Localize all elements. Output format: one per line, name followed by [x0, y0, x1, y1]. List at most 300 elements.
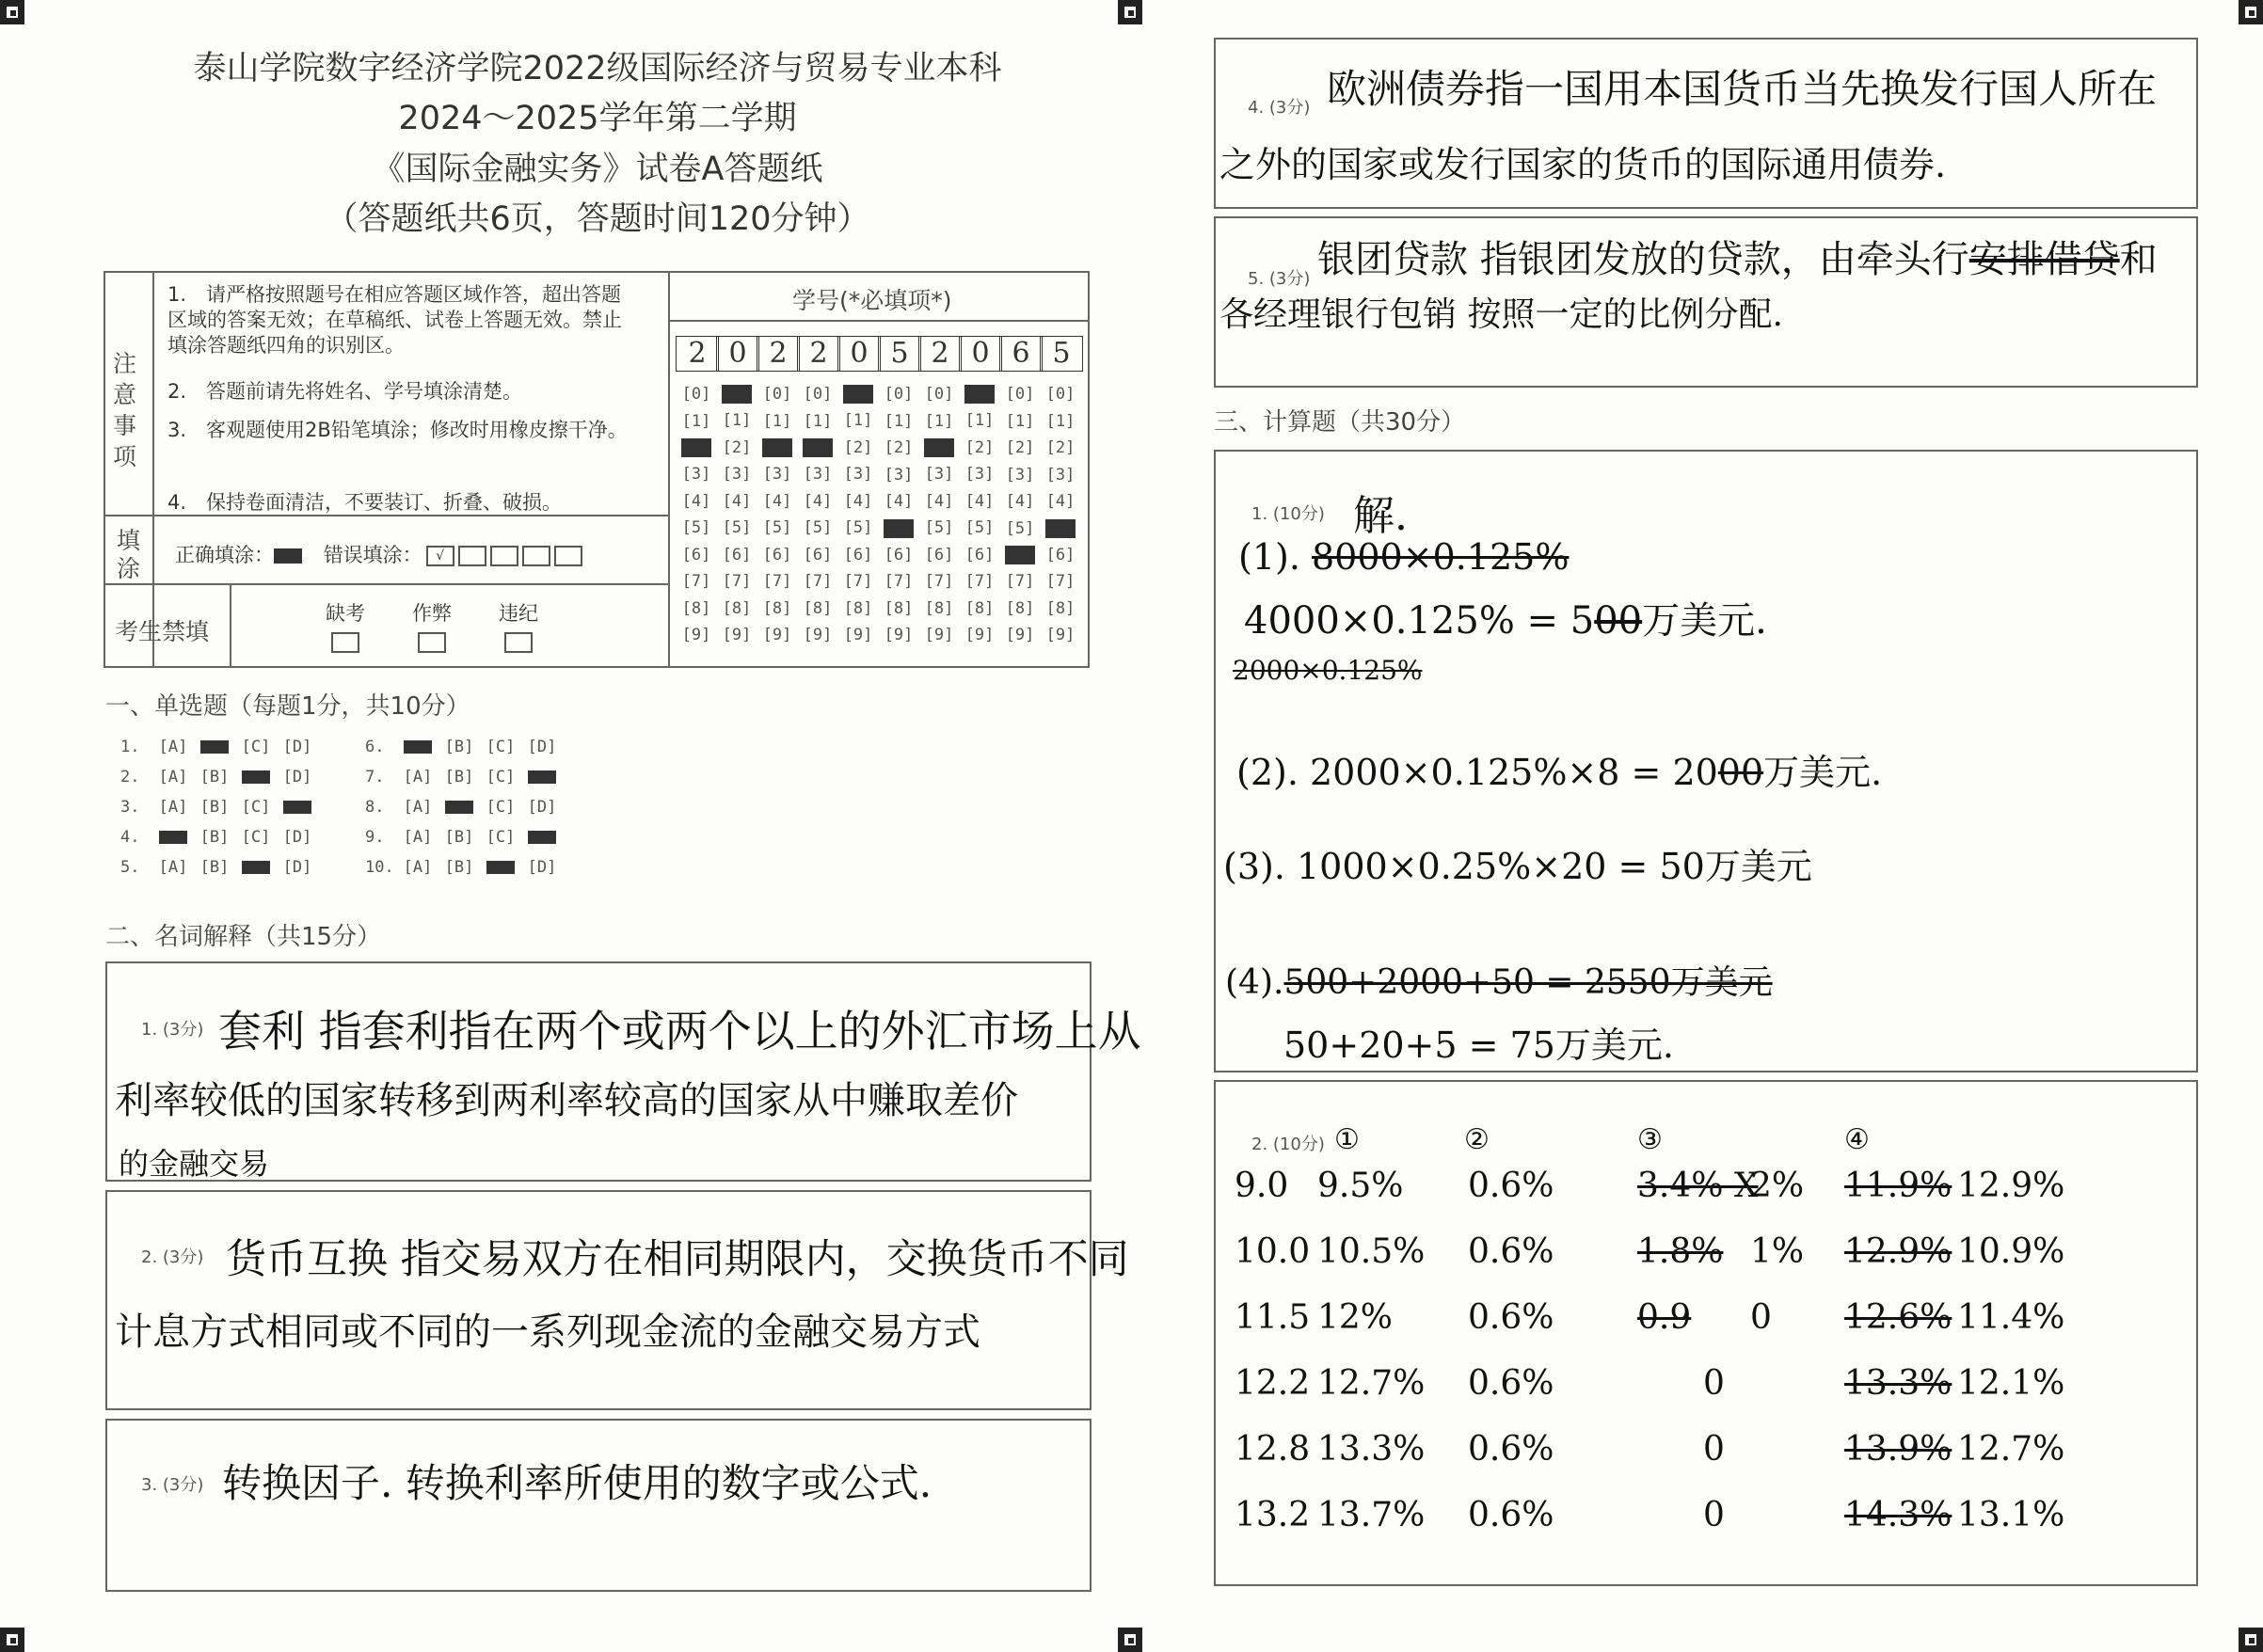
- term-4-line-1: 欧洲债券指一国用本国货币当先换发行国人所在: [1327, 66, 2158, 112]
- student-id-bubble[interactable]: [3]: [964, 465, 995, 484]
- section3-title: 三、计算题（共30分）: [1214, 408, 1466, 437]
- term-5-line-1-text: 银团贷款 指银团发放的贷款，由牵头行: [1317, 238, 1969, 281]
- student-id-bubble[interactable]: [4]: [1045, 492, 1076, 511]
- choice-option[interactable]: [B]: [199, 768, 230, 786]
- student-id-bubble[interactable]: [722, 385, 752, 404]
- choice-option-filled[interactable]: [235, 858, 277, 877]
- calc-2-cell-d-struck: 0.9: [1637, 1298, 1692, 1337]
- section1-title: 一、单选题（每题1分，共10分）: [105, 692, 470, 721]
- student-id-bubble[interactable]: [1]: [843, 411, 873, 430]
- choice-number: 5.: [120, 858, 140, 877]
- calc-2-cell-e-struck: 14.3%: [1844, 1496, 1952, 1534]
- student-id-bubble[interactable]: [1005, 546, 1035, 564]
- choice-option[interactable]: [B]: [199, 798, 230, 817]
- student-id-bubble[interactable]: [8]: [884, 598, 914, 618]
- student-id-bubble[interactable]: [924, 438, 954, 457]
- corner-mark-top-right: [2239, 0, 2263, 24]
- student-id-bubble[interactable]: [6]: [924, 545, 954, 564]
- corner-mark-top-center: [1118, 0, 1142, 24]
- choice-option[interactable]: [C]: [241, 798, 271, 817]
- student-id-bubble[interactable]: [4]: [843, 491, 873, 511]
- notice-side-label: 注意事项: [113, 350, 137, 470]
- student-id-digit[interactable]: 2: [918, 336, 962, 372]
- student-id-bubble[interactable]: [1]: [924, 411, 954, 431]
- calc-2-cell-a: 12.8: [1235, 1430, 1311, 1469]
- corner-mark-bottom-right: [2239, 1628, 2263, 1652]
- calc-2-cell-b: 12.7%: [1317, 1364, 1426, 1403]
- calc-1-line-3-struck: 2000×0.125%: [1233, 655, 1423, 686]
- choice-option[interactable]: [C]: [486, 768, 516, 786]
- fill-example-row: [175, 540, 582, 568]
- calc-1-line-4-text: (2). 2000×0.125%×8 = 20: [1236, 752, 1718, 793]
- student-id-bubble[interactable]: [7]: [1045, 572, 1076, 591]
- calc-2-cell-c: 0.6%: [1468, 1430, 1554, 1469]
- divider-forbid-v: [230, 583, 231, 666]
- choice-option[interactable]: [D]: [282, 828, 312, 847]
- wrong-check-mark: √: [426, 546, 454, 566]
- student-id-bubble[interactable]: [9]: [1005, 626, 1035, 644]
- forbid-cheat[interactable]: [412, 598, 452, 653]
- student-id-bubble[interactable]: [7]: [964, 572, 995, 591]
- calc-2-cell-e-struck: 11.9%: [1844, 1167, 1952, 1205]
- exam-title-line1: 泰山学院数字经济学院2022级国际经济与贸易专业本科: [193, 50, 1002, 87]
- corner-mark-top-left: [0, 0, 24, 24]
- calc-2-cell-d: 0: [1703, 1496, 1725, 1534]
- calc-2-cell-e-struck: 13.9%: [1844, 1430, 1952, 1469]
- divider-notice-v: [152, 271, 154, 666]
- student-id-bubble[interactable]: [8]: [964, 598, 995, 618]
- student-id-bubble[interactable]: [803, 438, 833, 457]
- calc-2-cell-d-struck: 3.4% X: [1637, 1167, 1759, 1205]
- choice-row: [120, 798, 318, 817]
- student-id-bubble[interactable]: [6]: [964, 545, 995, 564]
- calc-2-cell-a: 13.2: [1235, 1496, 1311, 1534]
- student-id-bubble[interactable]: [1]: [722, 411, 752, 430]
- choice-option[interactable]: [B]: [444, 828, 474, 847]
- choice-option[interactable]: [C]: [486, 798, 516, 817]
- choice-option[interactable]: [B]: [199, 858, 230, 877]
- forbid-violation-label: 违纪: [499, 602, 538, 625]
- student-id-bubble[interactable]: [884, 519, 914, 538]
- calc-2-cell-e-struck: 12.9%: [1844, 1232, 1952, 1271]
- student-id-bubble[interactable]: [3]: [803, 465, 833, 484]
- calc-1-line-6-prefix: (4).: [1225, 963, 1284, 1002]
- student-id-bubble[interactable]: [2]: [884, 438, 914, 457]
- student-id-bubble[interactable]: [1]: [1045, 411, 1076, 431]
- student-id-digit[interactable]: 5: [878, 336, 921, 372]
- choice-number: 3.: [120, 798, 140, 817]
- student-id-bubble[interactable]: [0]: [924, 385, 954, 404]
- student-id-bubble[interactable]: [5]: [762, 518, 792, 537]
- term-1-line-3: 的金融交易: [119, 1146, 270, 1182]
- student-id-bubble[interactable]: [2]: [1045, 438, 1076, 457]
- student-id-bubble[interactable]: [1]: [964, 411, 995, 430]
- notice-item-2: 2. 答题前请先将姓名、学号填涂清楚。: [167, 380, 523, 403]
- forbid-cheat-label: 作弊: [412, 602, 452, 625]
- student-id-bubble[interactable]: [0]: [1045, 385, 1076, 404]
- calc-2-cell-d: 0: [1750, 1298, 1772, 1337]
- student-id-bubble[interactable]: [6]: [884, 545, 914, 564]
- student-id-digit[interactable]: 0: [959, 336, 1002, 372]
- student-id-bubble[interactable]: [4]: [1005, 492, 1035, 511]
- student-id-bubble[interactable]: [3]: [884, 465, 914, 484]
- calc-2-cell-e: 12.1%: [1957, 1364, 2065, 1403]
- student-id-digit[interactable]: 0: [716, 336, 759, 372]
- calc-2-cell-c: 0.6%: [1468, 1364, 1554, 1403]
- calc-2-cell-a: 10.0: [1235, 1232, 1311, 1271]
- forbid-absent[interactable]: [326, 598, 365, 653]
- choice-option[interactable]: [A]: [158, 738, 188, 756]
- student-id-bubble[interactable]: [9]: [1045, 626, 1076, 644]
- calc-2-cell-a: 11.5: [1235, 1298, 1311, 1337]
- choice-option[interactable]: [A]: [158, 768, 188, 786]
- calc-2-cell-c: 0.6%: [1468, 1167, 1554, 1205]
- student-id-bubble[interactable]: [5]: [1005, 518, 1035, 538]
- divider-id-h: [668, 320, 1088, 322]
- choice-row: [120, 738, 318, 756]
- fill-correct-label: 正确填涂：: [175, 544, 274, 566]
- student-id-bubble[interactable]: [2]: [843, 437, 873, 457]
- exam-title-line2: 2024～2025学年第二学期: [398, 100, 797, 137]
- student-id-bubble[interactable]: [4]: [803, 491, 833, 511]
- student-id-bubble[interactable]: [9]: [762, 626, 792, 644]
- forbid-absent-checkbox[interactable]: [331, 632, 359, 653]
- calc-2-cell-a: 9.0: [1235, 1167, 1289, 1205]
- choice-row: [365, 858, 563, 877]
- choice-row: [365, 738, 563, 756]
- term-5-struck-text: 安排借贷: [1968, 238, 2120, 281]
- calc-1-line-6-struck: 500+2000+50 = 2550万美元: [1283, 963, 1773, 1002]
- answer-box-term-2[interactable]: [105, 1190, 1092, 1410]
- calc-2-cell-b: 10.5%: [1317, 1232, 1426, 1271]
- calc-2-cell-c: 0.6%: [1468, 1496, 1554, 1534]
- calc-1-line-2-end: 万美元.: [1642, 599, 1767, 643]
- student-id-bubble[interactable]: [7]: [1005, 572, 1035, 591]
- student-id-digit[interactable]: 2: [676, 336, 719, 372]
- student-id-bubble[interactable]: [4]: [762, 491, 792, 511]
- calc-2-cell-e-struck: 13.3%: [1844, 1364, 1952, 1403]
- student-id-bubble[interactable]: [9]: [843, 626, 873, 644]
- calc-2-cell-e: 10.9%: [1957, 1232, 2065, 1271]
- choice-row: [120, 858, 318, 877]
- forbid-violation-checkbox[interactable]: [504, 632, 533, 653]
- corner-mark-bottom-left: [0, 1628, 24, 1652]
- choice-option-filled[interactable]: [521, 768, 563, 786]
- forbid-absent-label: 缺考: [326, 602, 365, 625]
- student-id-bubble[interactable]: [1]: [884, 411, 914, 431]
- exam-title-line3: 《国际金融实务》试卷A答题纸: [372, 151, 823, 188]
- student-id-bubble[interactable]: [8]: [1005, 598, 1035, 618]
- exam-title-line4: （答题纸共6页，答题时间120分钟）: [325, 200, 870, 238]
- choice-option-filled[interactable]: [277, 798, 318, 817]
- student-id-bubble[interactable]: [3]: [722, 465, 752, 484]
- calc-1-line-4-end: 万美元.: [1763, 752, 1883, 793]
- calc-1-line-6: [1225, 956, 1773, 1004]
- choice-option[interactable]: [B]: [444, 768, 474, 786]
- choice-number: 8.: [365, 798, 385, 817]
- term-4-line-2: 之外的国家或发行国家的货币的国际通用债券.: [1219, 144, 1947, 185]
- student-id-bubble[interactable]: [4]: [924, 491, 954, 511]
- choice-option[interactable]: [D]: [282, 858, 312, 877]
- student-id-bubble[interactable]: [5]: [803, 518, 833, 537]
- calc-2-cell-e: 13.1%: [1957, 1496, 2065, 1534]
- student-id-bubble[interactable]: [7]: [843, 572, 873, 591]
- section2-title: 二、名词解释（共15分）: [105, 923, 382, 951]
- student-id-bubble[interactable]: [3]: [762, 465, 792, 484]
- student-id-bubble[interactable]: [9]: [722, 626, 752, 644]
- choice-option-filled[interactable]: [235, 768, 277, 786]
- choice-row: [120, 768, 318, 786]
- choice-option[interactable]: [B]: [444, 858, 474, 877]
- calc-1-head: 解.: [1353, 492, 1408, 540]
- calc-2-column-head: ④: [1844, 1123, 1870, 1156]
- student-id-bubble[interactable]: [3]: [1045, 465, 1076, 484]
- term-5-label: 5. (3分): [1248, 269, 1311, 289]
- fill-wrong-label: 错误填涂：: [323, 544, 422, 566]
- student-id-label: 学号(*必填项*): [792, 287, 952, 314]
- student-id-bubble[interactable]: [843, 385, 873, 404]
- student-id-bubble[interactable]: [3]: [843, 465, 873, 484]
- student-id-bubble[interactable]: [2]: [722, 437, 752, 457]
- student-id-bubble[interactable]: [4]: [722, 491, 752, 511]
- student-id-bubble[interactable]: [8]: [722, 598, 752, 618]
- student-id-bubble-column: [757, 381, 798, 649]
- student-id-digit[interactable]: 0: [837, 336, 881, 372]
- choice-option[interactable]: [C]: [241, 828, 271, 847]
- choice-option[interactable]: [A]: [158, 858, 188, 877]
- student-id-digit[interactable]: 5: [1040, 336, 1083, 372]
- student-id-bubble[interactable]: [5]: [681, 518, 711, 537]
- student-id-bubble[interactable]: [3]: [924, 465, 954, 484]
- student-id-digit[interactable]: 6: [999, 336, 1043, 372]
- term-5-line-2: 各经理银行包销 按照一定的比例分配.: [1219, 295, 1783, 334]
- calc-1-line-7: 50+20+5 = 75万美元.: [1283, 1025, 1674, 1066]
- student-id-bubble[interactable]: [7]: [681, 572, 711, 591]
- choice-number: 7.: [365, 768, 385, 786]
- student-id-bubble[interactable]: [6]: [803, 545, 833, 564]
- student-id-bubble[interactable]: [9]: [884, 626, 914, 644]
- choice-option-filled[interactable]: [521, 828, 563, 847]
- calc-2-column-head: ③: [1637, 1123, 1663, 1156]
- student-id-bubble[interactable]: [1]: [1005, 411, 1035, 431]
- choice-option[interactable]: [D]: [527, 798, 557, 817]
- student-id-bubble[interactable]: [9]: [803, 626, 833, 644]
- term-1-line-2: 利率较低的国家转移到两利率较高的国家从中赚取差价: [115, 1079, 1018, 1122]
- choice-option[interactable]: [D]: [282, 768, 312, 786]
- calc-1-line-2: [1244, 591, 1767, 644]
- term-3-line-1: 转换因子. 转换利率所使用的数字或公式.: [222, 1460, 932, 1506]
- choice-number: 1.: [120, 738, 140, 756]
- choice-row: [365, 768, 563, 786]
- calc-2-cell-d: 0: [1703, 1430, 1725, 1469]
- choice-option-filled[interactable]: [194, 738, 235, 756]
- term-2-line-2: 计息方式相同或不同的一系列现金流的金融交易方式: [115, 1310, 980, 1354]
- term-2-line-1: 货币互换 指交易双方在相同期限内，交换货币不同: [226, 1236, 1129, 1283]
- choice-option[interactable]: [C]: [241, 738, 271, 756]
- student-id-bubble[interactable]: [6]: [843, 545, 873, 564]
- calc-1-line-1-prefix: (1).: [1238, 536, 1300, 578]
- choice-option[interactable]: [A]: [403, 768, 433, 786]
- student-id-bubble[interactable]: [6]: [681, 545, 711, 564]
- choice-row: [365, 798, 563, 817]
- calc-1-line-2-struck: 00: [1594, 599, 1643, 643]
- student-id-bubble[interactable]: [1]: [803, 411, 833, 431]
- student-id-bubble[interactable]: [5]: [843, 518, 873, 537]
- fill-side-label: 填涂: [117, 527, 141, 582]
- student-id-bubble-column: [1040, 381, 1081, 649]
- wrong-dot-mark: [554, 546, 582, 566]
- student-id-bubble[interactable]: [964, 385, 995, 404]
- choice-option-filled[interactable]: [438, 798, 480, 817]
- student-id-bubble[interactable]: [2]: [1005, 438, 1035, 457]
- student-id-digit[interactable]: 2: [757, 336, 800, 372]
- calc-1-line-2-text: 4000×0.125% = 5: [1244, 599, 1595, 643]
- calc-1-line-1: [1238, 536, 1569, 578]
- student-id-digit[interactable]: 2: [797, 336, 840, 372]
- student-id-bubble[interactable]: [8]: [803, 598, 833, 618]
- choice-option[interactable]: [B]: [199, 828, 230, 847]
- calc-2-cell-b: 13.7%: [1317, 1496, 1426, 1534]
- student-id-bubble[interactable]: [8]: [681, 598, 711, 618]
- student-id-bubble[interactable]: [8]: [762, 598, 792, 618]
- calc-2-cell-c: 0.6%: [1468, 1232, 1554, 1271]
- student-id-bubble[interactable]: [0]: [1005, 385, 1035, 404]
- divider-id-v: [668, 271, 670, 666]
- divider-h2: [104, 583, 670, 585]
- student-id-bubble-column: [837, 381, 879, 649]
- term-2-label: 2. (3分): [141, 1247, 204, 1267]
- forbid-label: 考生禁填: [115, 618, 210, 645]
- term-3-label: 3. (3分): [141, 1475, 204, 1495]
- calc-2-column-head: ①: [1334, 1123, 1360, 1156]
- calc-2-cell-d: 2%: [1750, 1167, 1805, 1205]
- student-id-bubble[interactable]: [8]: [1045, 598, 1076, 618]
- choice-option[interactable]: [B]: [444, 738, 474, 756]
- choice-option[interactable]: [D]: [282, 738, 312, 756]
- choice-option[interactable]: [D]: [527, 858, 557, 877]
- calc-1-line-4: [1236, 743, 1882, 795]
- wrong-bar-mark: [458, 546, 486, 566]
- student-id-bubble[interactable]: [3]: [681, 465, 711, 484]
- term-1-line-1: 套利 指套利指在两个或两个以上的外汇市场上从: [218, 1006, 1141, 1056]
- calc-2-cell-e: 12.7%: [1957, 1430, 2065, 1469]
- choice-option-filled[interactable]: [152, 828, 194, 847]
- student-id-bubble[interactable]: [4]: [884, 492, 914, 511]
- calc-2-cell-d-struck: 1.8%: [1637, 1232, 1724, 1271]
- student-id-bubble[interactable]: [7]: [884, 572, 914, 591]
- student-id-bubble-column: [999, 381, 1041, 649]
- term-5-line-1: [1317, 230, 2158, 283]
- student-id-bubble[interactable]: [6]: [762, 545, 792, 564]
- calc-2-cell-b: 9.5%: [1317, 1167, 1404, 1205]
- choice-option[interactable]: [A]: [403, 858, 433, 877]
- calc-2-cell-b: 12%: [1317, 1298, 1394, 1337]
- student-id-bubble[interactable]: [0]: [803, 385, 833, 404]
- choice-number: 2.: [120, 768, 140, 786]
- notice-item-4: 4. 保持卷面清洁，不要装订、折叠、破损。: [167, 491, 563, 514]
- choice-option-filled[interactable]: [397, 738, 438, 756]
- student-id-bubble[interactable]: [5]: [964, 518, 995, 537]
- student-id-bubble-column: [878, 381, 919, 649]
- term-5-line-1-end: 和: [2119, 238, 2158, 281]
- calc-1-line-5: (3). 1000×0.25%×20 = 50万美元: [1223, 846, 1812, 887]
- student-id-bubble[interactable]: [0]: [884, 385, 914, 404]
- student-id-bubble[interactable]: [762, 438, 792, 457]
- student-id-bubble[interactable]: [1]: [681, 411, 711, 431]
- notice-item-1: 1. 请严格按照题号在相应答题区域作答，超出答题区域的答案无效；在草稿纸、试卷上答题无效。禁止填涂答题纸四角的识别区。: [167, 283, 622, 357]
- choice-option-filled[interactable]: [480, 858, 521, 877]
- student-id-bubble[interactable]: [2]: [964, 437, 995, 457]
- wrong-circle-mark: [522, 546, 550, 566]
- fill-correct-mark: [274, 548, 302, 564]
- student-id-bubble[interactable]: [6]: [1045, 545, 1076, 564]
- notice-item-3: 3. 客观题使用2B铅笔填涂；修改时用橡皮擦干净。: [167, 419, 628, 441]
- student-id-bubble[interactable]: [5]: [924, 518, 954, 537]
- student-id-bubble[interactable]: [0]: [762, 385, 792, 404]
- student-id-bubble[interactable]: [4]: [964, 491, 995, 511]
- student-id-bubble[interactable]: [9]: [924, 626, 954, 644]
- wrong-dash-mark: [490, 546, 518, 566]
- student-id-bubble[interactable]: [9]: [964, 626, 995, 644]
- student-id-bubble[interactable]: [7]: [803, 572, 833, 591]
- student-id-bubble[interactable]: [8]: [843, 598, 873, 618]
- student-id-bubble[interactable]: [0]: [681, 385, 711, 404]
- student-id-bubble-column: [716, 381, 757, 649]
- student-id-bubble[interactable]: [6]: [722, 545, 752, 564]
- corner-mark-bottom-center: [1118, 1628, 1142, 1652]
- student-id-bubble[interactable]: [3]: [1005, 465, 1035, 484]
- calc-2-label: 2. (10分): [1251, 1135, 1325, 1154]
- student-id-bubble[interactable]: [1045, 519, 1076, 538]
- student-id-bubble[interactable]: [7]: [924, 572, 954, 591]
- forbid-cheat-checkbox[interactable]: [418, 632, 446, 653]
- choice-option[interactable]: [C]: [486, 738, 516, 756]
- choice-option[interactable]: [A]: [403, 798, 433, 817]
- student-id-bubble[interactable]: [8]: [924, 598, 954, 618]
- student-id-bubble-column: [959, 381, 1000, 649]
- calc-2-cell-c: 0.6%: [1468, 1298, 1554, 1337]
- forbid-violation[interactable]: [499, 598, 538, 653]
- calc-2-column-head: ②: [1464, 1123, 1490, 1156]
- choice-number: 10.: [365, 858, 394, 877]
- student-id-bubble[interactable]: [7]: [762, 572, 792, 591]
- choice-option[interactable]: [D]: [527, 738, 557, 756]
- choice-option[interactable]: [C]: [486, 828, 516, 847]
- student-id-bubble[interactable]: [9]: [681, 626, 711, 644]
- student-id-bubble-column: [676, 381, 717, 649]
- student-id-bubble[interactable]: [5]: [722, 518, 752, 537]
- calc-1-line-4-struck: 00: [1717, 752, 1764, 793]
- choice-row: [365, 828, 563, 847]
- calc-2-cell-e: 12.9%: [1957, 1167, 2065, 1205]
- student-id-bubble[interactable]: [1]: [762, 411, 792, 431]
- student-id-bubble[interactable]: [681, 438, 711, 457]
- term-1-label: 1. (3分): [141, 1020, 204, 1040]
- student-id-bubble[interactable]: [7]: [722, 572, 752, 591]
- student-id-bubble[interactable]: [4]: [681, 491, 711, 511]
- calc-2-cell-e-struck: 12.6%: [1844, 1298, 1952, 1337]
- choice-option[interactable]: [A]: [158, 798, 188, 817]
- choice-option[interactable]: [A]: [403, 828, 433, 847]
- student-id-bubble-column: [797, 381, 838, 649]
- choice-number: 9.: [365, 828, 385, 847]
- calc-1-label: 1. (10分): [1251, 504, 1325, 524]
- calc-1-line-1-struck: 8000×0.125%: [1312, 536, 1570, 578]
- calc-2-cell-d: 1%: [1750, 1232, 1805, 1271]
- calc-2-cell-e: 11.4%: [1957, 1298, 2065, 1337]
- choice-number: 6.: [365, 738, 385, 756]
- calc-2-cell-a: 12.2: [1235, 1364, 1311, 1403]
